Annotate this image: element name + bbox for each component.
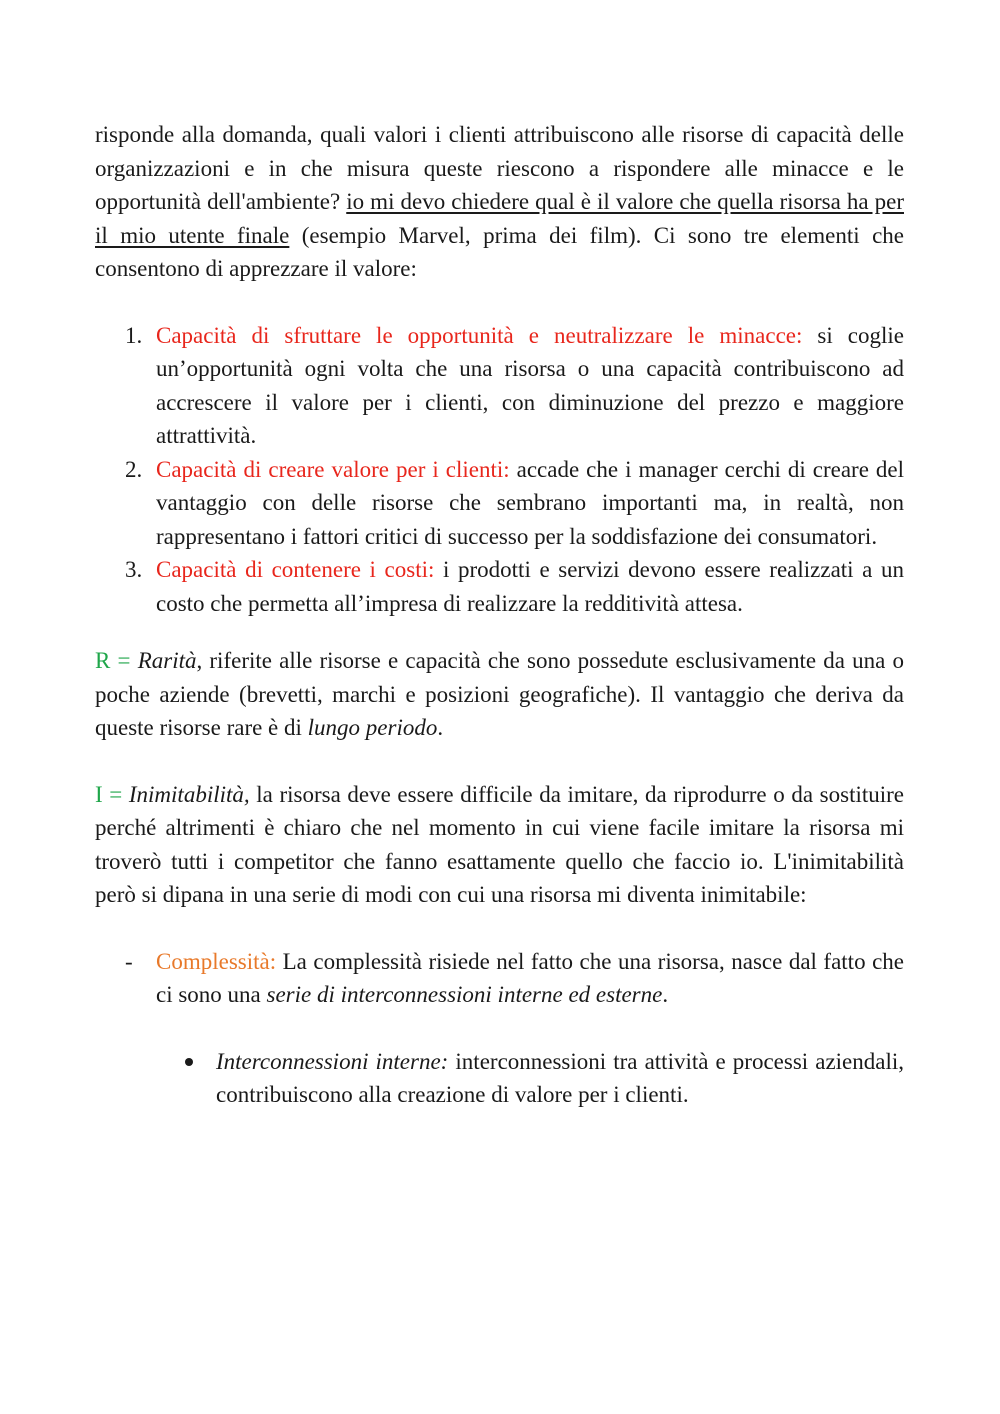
intro-text: risponde alla domanda, quali valori i clienti attribuiscono alle risorse di capacità delle organizzazioni e in che misura queste riescono a rispondere alle minacce e le opportunità dell'ambiente? [95,122,904,214]
list-item-heading: Capacità di sfruttare le opportunità e neutralizzare le minacce: [156,322,803,348]
list-item-heading: Capacità di contenere i costi: [156,557,435,582]
complexity-emphasis: serie di interconnessioni interne ed esterne [266,982,663,1007]
spacer [95,620,904,644]
intro-underlined-text: io mi devo chiedere qual è il valore che quella risorsa ha per il mio utente finale [95,189,904,248]
inimitability-term: Inimitabilità, [128,781,250,807]
rarity-emphasis: lungo periodo [307,715,438,740]
bullet-icon [185,1058,193,1066]
list-number: 2. [125,456,143,482]
spacer [95,1012,904,1045]
spacer [95,912,904,945]
rarity-paragraph [95,644,904,745]
inimitability-modes-list [95,945,904,1012]
rarity-text: , riferite alle risorse e capacità che sono possedute esclusivamente da una o poche aziende (brevetti, marchi e posizioni geografiche). Il vantaggio che deriva da queste risorse rare è di [95,648,905,740]
internal-text: interconnessioni tra attività e processi aziendali, contribuiscono alla creazione di valore per i clienti. [216,1048,905,1107]
list-item [95,945,904,1012]
inimitability-paragraph [95,778,904,912]
complexity-heading: Complessità: [156,948,277,974]
list-item-body: i prodotti e servizi devono essere realizzati a un costo che permetta all’impresa di realizzare la redditività attesa. [156,557,904,616]
intro-paragraph [95,118,904,286]
rarity-end: . [437,715,444,740]
dash-marker: - [125,948,133,974]
rarity-label: R = [95,648,138,673]
inimitability-text: la risorsa deve essere difficile da imitare, da riprodurre o da sostituire perché altrimenti è chiaro che nel momento in cui viene facile imitare la risorsa mi troverò tutti i competitor che fanno esattamente quello che faccio io. L'inimitabilità però si dipana in una serie di modi con cui una risorsa mi diventa inimitabile: [95,781,904,907]
list-item [95,1045,904,1112]
list-item [95,553,904,620]
list-item [95,453,904,554]
inimitability-label: I = [95,781,129,807]
intro-text-end: (esempio Marvel, prima dei film). Ci sono tre elementi che consentono di apprezzare il valore: [95,222,904,281]
complexity-end: . [662,982,669,1007]
list-item-body: accade che i manager cerchi di creare del vantaggio con delle risorse che sembrano importanti ma, in realtà, non rappresentano i fattori critici di successo per la soddisfazione dei consumatori. [156,456,905,549]
document-page [95,118,904,1112]
list-number: 3. [125,557,143,582]
complexity-text: La complessità risiede nel fatto che una risorsa, nasce dal fatto che ci sono una [156,948,904,1007]
list-number: 1. [125,322,143,348]
interconnections-list [95,1045,904,1112]
spacer [95,286,904,319]
spacer [95,745,904,778]
rarity-term: Rarità [137,648,197,673]
internal-term: Interconnessioni interne: [216,1048,449,1074]
list-item-body: si coglie un’opportunità ogni volta che una risorsa o una capacità contribuiscono ad accrescere il valore per i clienti, con diminuzione del prezzo e maggiore attrattività. [156,322,904,448]
value-elements-list [95,319,904,621]
list-item [95,319,904,453]
list-item-heading: Capacità di creare valore per i clienti: [156,456,510,482]
